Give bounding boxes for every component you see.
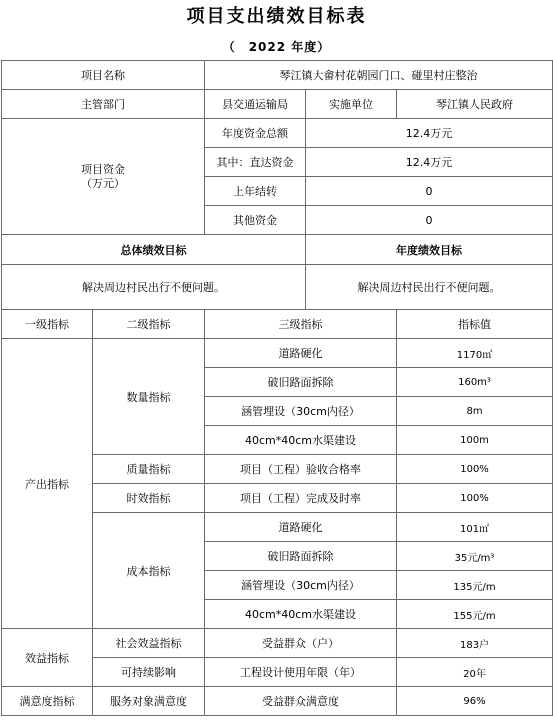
table-row [2, 90, 553, 119]
indicator-value: 20年 [397, 658, 553, 687]
indicator-name: 破旧路面拆除 [205, 542, 397, 571]
indicator-name: 涵管埋设（30cm内径） [205, 397, 397, 426]
satisfaction-label: 满意度指标 [2, 687, 93, 716]
funds-label: 项目资金 （万元） [2, 119, 205, 235]
indicator-value: 96% [397, 687, 553, 716]
table-row [2, 119, 553, 148]
project-name-label: 项目名称 [2, 61, 205, 90]
indicator-name: 工程设计使用年限（年） [205, 658, 397, 687]
funds-row-value: 0 [306, 206, 553, 235]
table-row [2, 687, 553, 716]
indicator-value: 100% [397, 455, 553, 484]
social-benefit-label: 社会效益指标 [93, 629, 205, 658]
indicator-name: 道路硬化 [205, 339, 397, 368]
sustain-label: 可持续影响 [93, 658, 205, 687]
indicator-value: 100m [397, 426, 553, 455]
annual-goal-text: 解决周边村民出行不便问题。 [306, 265, 553, 310]
indicator-value: 135元/m [397, 571, 553, 600]
table-row [2, 310, 553, 339]
table-row [2, 265, 553, 310]
funds-row-label: 其他资金 [205, 206, 306, 235]
indicator-name: 项目（工程）完成及时率 [205, 484, 397, 513]
indicator-value: 35元/m³ [397, 542, 553, 571]
indicator-name: 道路硬化 [205, 513, 397, 542]
funds-row-label: 上年结转 [205, 177, 306, 206]
quantity-label: 数量指标 [93, 339, 205, 455]
header-value: 指标值 [397, 310, 553, 339]
output-label: 产出指标 [2, 339, 93, 629]
impl-value: 琴江镇人民政府 [397, 90, 553, 119]
indicator-name: 项目（工程）验收合格率 [205, 455, 397, 484]
indicator-name: 涵管埋设（30cm内径） [205, 571, 397, 600]
indicator-name: 破旧路面拆除 [205, 368, 397, 397]
header-level1: 一级指标 [2, 310, 93, 339]
year-label: （ 2022 年度） [222, 40, 331, 54]
satisfaction-sub-label: 服务对象满意度 [93, 687, 205, 716]
overall-goal-text: 解决周边村民出行不便问题。 [2, 265, 306, 310]
timeliness-label: 时效指标 [93, 484, 205, 513]
table-row [2, 61, 553, 90]
performance-table [1, 60, 553, 716]
annual-goal-header: 年度绩效目标 [306, 235, 553, 265]
impl-label: 实施单位 [306, 90, 397, 119]
indicator-name: 40cm*40cm水渠建设 [205, 600, 397, 629]
funds-row-label: 其中：直达资金 [205, 148, 306, 177]
indicator-value: 183户 [397, 629, 553, 658]
overall-goal-header: 总体绩效目标 [2, 235, 306, 265]
indicator-name: 受益群众（户） [205, 629, 397, 658]
quality-label: 质量指标 [93, 455, 205, 484]
cost-label: 成本指标 [93, 513, 205, 629]
project-name-value: 琴江镇大畲村花朝园门口、碰里村庄整治 [205, 61, 553, 90]
indicator-value: 101㎡ [397, 513, 553, 542]
indicator-value: 155元/m [397, 600, 553, 629]
funds-row-label: 年度资金总额 [205, 119, 306, 148]
page-title: 项目支出绩效目标表 [186, 6, 367, 27]
indicator-name: 40cm*40cm水渠建设 [205, 426, 397, 455]
dept-label: 主管部门 [2, 90, 205, 119]
table-row [2, 235, 553, 265]
table-row [2, 339, 553, 368]
benefit-label: 效益指标 [2, 629, 93, 687]
indicator-value: 8m [397, 397, 553, 426]
table-row [2, 629, 553, 658]
funds-row-value: 0 [306, 177, 553, 206]
indicator-value: 100% [397, 484, 553, 513]
funds-row-value: 12.4万元 [306, 148, 553, 177]
indicator-value: 1170㎡ [397, 339, 553, 368]
funds-row-value: 12.4万元 [306, 119, 553, 148]
header-level3: 三级指标 [205, 310, 397, 339]
dept-value: 县交通运输局 [205, 90, 306, 119]
indicator-name: 受益群众满意度 [205, 687, 397, 716]
header-level2: 二级指标 [93, 310, 205, 339]
indicator-value: 160m³ [397, 368, 553, 397]
